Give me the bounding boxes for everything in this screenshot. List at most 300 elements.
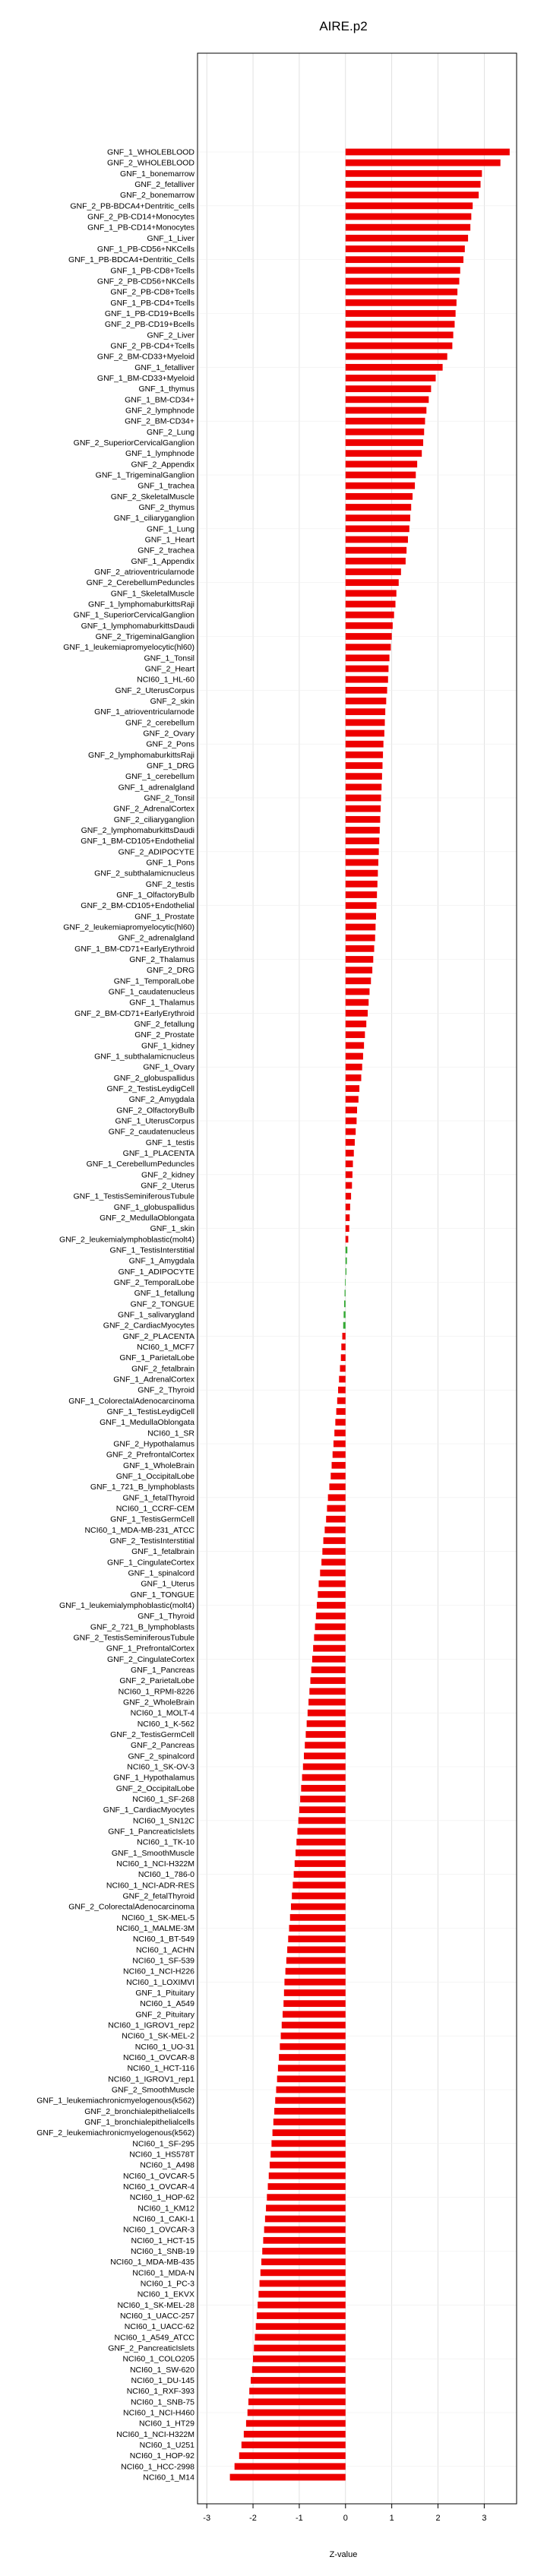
- category-label: GNF_1_SmoothMuscle: [111, 1848, 194, 1858]
- bar: [346, 278, 460, 285]
- bar: [346, 590, 397, 597]
- category-label: GNF_2_fetallung: [134, 1020, 194, 1029]
- bar: [281, 2033, 346, 2040]
- bar: [311, 1666, 346, 1673]
- category-label: GNF_2_OlfactoryBulb: [116, 1106, 194, 1116]
- bar: [346, 870, 378, 877]
- category-label: GNF_1_PB-CD8+Tcells: [110, 266, 194, 276]
- bars: [230, 149, 510, 2481]
- category-label: GNF_1_leukemiachronicmyelogenous(k562): [36, 2096, 194, 2106]
- bar: [299, 1817, 346, 1824]
- category-label: GNF_1_UterusCorpus: [115, 1116, 194, 1126]
- bar: [346, 375, 436, 381]
- bar: [248, 2410, 346, 2416]
- bar: [346, 202, 473, 209]
- category-label: NCI60_1_IGROV1_rep1: [108, 2074, 194, 2084]
- bar: [346, 1182, 353, 1189]
- category-label: GNF_1_Ovary: [143, 1062, 194, 1072]
- category-label: NCI60_1_CCRF-CEM: [115, 1504, 194, 1514]
- bar: [263, 2237, 345, 2244]
- bar: [315, 1623, 346, 1630]
- category-label: GNF_2_Pons: [146, 739, 194, 749]
- bar: [308, 1710, 346, 1717]
- bar: [322, 1548, 345, 1555]
- bar: [346, 601, 396, 608]
- category-label: NCI60_1_UO-31: [134, 2042, 194, 2052]
- category-label: GNF_2_atrioventricularnode: [94, 568, 194, 577]
- category-label: GNF_2_PLACENTA: [122, 1331, 194, 1341]
- category-label: NCI60_1_NCI-ADR-RES: [106, 1881, 194, 1891]
- x-tick-label: -1: [296, 2514, 303, 2523]
- bar: [346, 1010, 368, 1017]
- bar: [260, 2280, 346, 2287]
- bar: [312, 1656, 346, 1663]
- category-labels: [36, 148, 195, 2483]
- bar: [346, 935, 375, 941]
- bar: [346, 235, 468, 242]
- category-label: GNF_1_TemporalLobe: [113, 976, 194, 986]
- category-label: GNF_1_salivarygland: [118, 1310, 194, 1320]
- bar: [346, 805, 381, 812]
- category-label: GNF_1_PB-CD19+Bcells: [104, 309, 194, 318]
- bar: [291, 1904, 346, 1910]
- category-label: GNF_2_globuspallidus: [113, 1073, 194, 1083]
- bar: [301, 1785, 345, 1792]
- category-label: GNF_1_Thalamus: [129, 998, 194, 1008]
- bar: [346, 191, 479, 198]
- bar: [314, 1635, 345, 1641]
- category-label: GNF_1_WholeBrain: [123, 1460, 194, 1470]
- bar: [346, 1128, 356, 1135]
- bar: [258, 2291, 345, 2298]
- category-label: GNF_2_TestisGermCell: [110, 1730, 194, 1739]
- bar: [346, 558, 406, 565]
- category-label: GNF_2_leukemialymphoblastic(molt4): [59, 1235, 194, 1245]
- bar: [346, 170, 482, 177]
- bar: [258, 2302, 346, 2309]
- category-label: GNF_1_fetalThyroid: [122, 1493, 194, 1503]
- category-label: NCI60_1_SK-MEL-2: [122, 2031, 194, 2041]
- category-label: GNF_2_BM-CD105+Endothelial: [81, 901, 194, 911]
- bar: [346, 160, 501, 166]
- bar: [271, 2140, 345, 2147]
- category-label: GNF_2_TemporalLobe: [113, 1278, 194, 1287]
- category-label: NCI60_1_MCF7: [137, 1343, 194, 1352]
- bar: [346, 956, 374, 963]
- bar: [346, 977, 371, 984]
- category-label: GNF_2_Thalamus: [129, 955, 194, 964]
- category-label: NCI60_1_MDA-N: [132, 2268, 194, 2278]
- category-label: GNF_2_trachea: [138, 546, 194, 555]
- bar: [307, 1720, 346, 1727]
- category-label: GNF_2_721_B_lymphoblasts: [90, 1622, 194, 1632]
- category-label: NCI60_1_MOLT-4: [130, 1708, 194, 1718]
- category-label: GNF_2_UterusCorpus: [115, 685, 194, 695]
- category-label: NCI60_1_NCI-H322M: [116, 2429, 194, 2439]
- bar: [346, 730, 384, 737]
- category-label: GNF_1_OlfactoryBulb: [116, 891, 194, 900]
- category-label: NCI60_1_SNB-75: [130, 2397, 194, 2407]
- bar: [256, 2323, 346, 2330]
- category-label: GNF_1_fetalliver: [134, 362, 194, 372]
- bar: [346, 579, 399, 586]
- category-label: GNF_1_TestisGermCell: [110, 1514, 194, 1524]
- category-label: GNF_1_SuperiorCervicalGanglion: [73, 610, 194, 620]
- bar: [267, 2194, 345, 2201]
- bar: [296, 1850, 346, 1856]
- bar: [305, 1742, 346, 1748]
- bar: [279, 2054, 346, 2061]
- bar: [286, 1957, 346, 1964]
- category-label: NCI60_1_OVCAR-4: [123, 2182, 194, 2191]
- category-label: GNF_1_Prostate: [134, 912, 194, 922]
- category-label: GNF_2_PancreaticIslets: [108, 2343, 194, 2353]
- bar: [276, 2087, 345, 2093]
- bar: [303, 1764, 346, 1771]
- bar: [346, 891, 377, 898]
- bar: [337, 1397, 346, 1404]
- bar: [283, 2011, 346, 2017]
- category-label: NCI60_1_A498: [140, 2160, 194, 2170]
- category-label: GNF_1_721_B_lymphoblasts: [90, 1483, 194, 1492]
- bar: [346, 708, 385, 715]
- category-label: NCI60_1_A549_ATCC: [114, 2333, 194, 2343]
- x-tick-label: -2: [249, 2514, 257, 2523]
- category-label: NCI60_1_OVCAR-8: [123, 2053, 194, 2062]
- bar: [346, 913, 376, 919]
- category-label: GNF_1_fetalbrain: [131, 1547, 194, 1557]
- category-label: NCI60_1_K-562: [137, 1719, 194, 1729]
- bar: [327, 1505, 345, 1512]
- category-label: GNF_1_spinalcord: [128, 1568, 194, 1578]
- bar: [288, 1935, 345, 1942]
- category-label: GNF_2_ADIPOCYTE: [118, 847, 194, 857]
- bar: [346, 1225, 349, 1232]
- bar: [346, 181, 481, 188]
- bar: [340, 1365, 345, 1372]
- bar: [246, 2420, 346, 2427]
- bar: [235, 2463, 346, 2470]
- bar: [242, 2442, 346, 2448]
- bar: [305, 1731, 345, 1738]
- category-label: GNF_1_Pituitary: [135, 1989, 194, 1998]
- category-label: NCI60_1_CAKI-1: [132, 2214, 194, 2224]
- category-label: GNF_1_globuspallidus: [113, 1202, 194, 1212]
- category-label: GNF_1_ciliaryganglion: [113, 514, 194, 524]
- bar: [346, 299, 457, 306]
- bar: [265, 2216, 346, 2223]
- bar: [334, 1441, 346, 1448]
- bar: [302, 1774, 346, 1781]
- category-label: NCI60_1_UACC-62: [124, 2322, 194, 2332]
- category-label: GNF_1_Lung: [146, 524, 194, 534]
- category-label: NCI60_1_NCI-H226: [123, 1967, 194, 1976]
- category-label: GNF_2_SmoothMuscle: [111, 2085, 194, 2095]
- bar: [287, 1946, 346, 1953]
- bar: [346, 245, 465, 252]
- category-label: GNF_2_caudatenucleus: [108, 1127, 194, 1137]
- category-label: GNF_2_cerebellum: [125, 718, 194, 728]
- category-label: GNF_1_Uterus: [141, 1579, 194, 1589]
- bar: [346, 1085, 359, 1092]
- bar: [346, 837, 379, 844]
- category-label: NCI60_1_LOXIMVI: [126, 1977, 194, 1987]
- category-label: GNF_2_DRG: [146, 966, 194, 976]
- category-label: NCI60_1_786-0: [138, 1870, 194, 1880]
- category-label: GNF_2_SkeletalMuscle: [110, 492, 194, 502]
- bar: [346, 698, 387, 704]
- bar: [270, 2162, 346, 2169]
- category-label: GNF_2_ColorectalAdenocarcinoma: [68, 1902, 194, 1912]
- category-label: NCI60_1_HS578T: [129, 2150, 194, 2160]
- category-label: NCI60_1_IGROV1_rep2: [108, 2021, 194, 2030]
- category-label: GNF_1_kidney: [141, 1041, 194, 1051]
- bar: [339, 1376, 346, 1383]
- category-label: GNF_1_OccipitalLobe: [115, 1472, 194, 1481]
- category-label: GNF_2_Liver: [147, 331, 194, 340]
- bar: [280, 2043, 345, 2050]
- category-label: NCI60_1_ACHN: [135, 1945, 194, 1955]
- bar: [346, 396, 429, 403]
- bar: [344, 1300, 346, 1307]
- bar: [326, 1516, 346, 1523]
- category-label: GNF_1_trachea: [138, 481, 194, 491]
- category-label: NCI60_1_SF-539: [132, 1956, 194, 1966]
- x-tick-label: 2: [435, 2514, 441, 2523]
- bar: [274, 2119, 346, 2125]
- bar: [320, 1570, 345, 1577]
- category-label: GNF_2_PB-CD14+Monocytes: [87, 212, 194, 222]
- x-axis-ticks: [203, 2504, 486, 2523]
- bar: [346, 622, 393, 629]
- category-label: GNF_1_Appendix: [131, 556, 194, 566]
- bar: [346, 450, 422, 457]
- bar: [346, 827, 380, 834]
- category-label: GNF_1_thymus: [138, 385, 194, 394]
- category-label: NCI60_1_HOP-92: [129, 2451, 194, 2461]
- category-label: GNF_2_TrigeminalGanglion: [95, 632, 194, 641]
- bar: [346, 967, 372, 973]
- bar: [251, 2377, 346, 2384]
- category-label: GNF_2_fetalbrain: [131, 1364, 194, 1374]
- category-label: GNF_1_Pons: [146, 858, 194, 868]
- bar: [239, 2452, 346, 2459]
- bar: [284, 1989, 346, 1996]
- category-label: GNF_1_TONGUE: [130, 1590, 194, 1600]
- bar: [345, 1279, 346, 1286]
- bar: [230, 2474, 346, 2481]
- bar: [346, 1204, 350, 1210]
- bar: [346, 989, 370, 995]
- bar: [300, 1796, 346, 1802]
- bar: [346, 1021, 366, 1027]
- bar: [273, 2129, 346, 2136]
- bar: [290, 1914, 346, 1921]
- category-label: NCI60_1_MALME-3M: [116, 1924, 194, 1933]
- category-label: GNF_2_CerebellumPeduncles: [86, 578, 194, 588]
- bar: [295, 1860, 346, 1867]
- category-label: NCI60_1_DU-145: [131, 2376, 194, 2385]
- bar: [318, 1581, 345, 1587]
- category-label: GNF_2_Lung: [146, 427, 194, 437]
- category-label: GNF_1_leukemiapromyelocytic(hl60): [63, 643, 194, 653]
- bar: [346, 1150, 354, 1157]
- bar: [346, 256, 463, 263]
- category-label: GNF_1_lymphomaburkittsRaji: [87, 600, 194, 609]
- bar: [346, 1106, 357, 1113]
- category-label: GNF_1_BM-CD71+EarlyErythroid: [74, 944, 194, 954]
- bar: [346, 859, 378, 866]
- bar: [346, 331, 454, 338]
- category-label: GNF_1_subthalamicnucleus: [94, 1052, 194, 1062]
- category-label: GNF_2_Prostate: [134, 1030, 194, 1040]
- bar: [269, 2173, 346, 2179]
- category-label: GNF_2_PB-CD8+Tcells: [110, 287, 194, 297]
- category-label: GNF_1_PB-CD14+Monocytes: [87, 223, 194, 233]
- category-label: GNF_1_WHOLEBLOOD: [107, 147, 194, 157]
- bar: [346, 902, 377, 909]
- category-label: GNF_1_bonemarrow: [119, 169, 194, 179]
- bar: [316, 1612, 346, 1619]
- bar: [311, 1677, 346, 1684]
- bar: [346, 1193, 351, 1200]
- bar: [346, 1096, 359, 1103]
- category-label: GNF_1_Liver: [147, 233, 194, 243]
- category-label: NCI60_1_SK-MEL-5: [122, 1913, 194, 1923]
- category-label: GNF_2_CardiacMyocytes: [103, 1321, 194, 1331]
- bar: [346, 407, 427, 414]
- bar: [338, 1387, 346, 1394]
- bar: [278, 2065, 346, 2071]
- bar: [346, 385, 432, 392]
- bar: [284, 1979, 345, 1986]
- bar: [346, 418, 425, 425]
- bar: [346, 654, 390, 661]
- category-label: GNF_2_WholeBrain: [123, 1698, 194, 1707]
- bar: [343, 1322, 346, 1329]
- bar: [346, 752, 383, 758]
- category-label: GNF_2_subthalamicnucleus: [94, 869, 194, 878]
- category-label: GNF_2_Pituitary: [135, 2010, 194, 2020]
- category-label: GNF_2_SuperiorCervicalGanglion: [73, 438, 194, 448]
- category-label: GNF_2_lymphomaburkittsDaudi: [81, 826, 194, 835]
- category-label: GNF_2_leukemiachronicmyelogenous(k562): [36, 2128, 194, 2138]
- bar: [252, 2366, 346, 2373]
- bar: [296, 1839, 346, 1846]
- category-label: NCI60_1_HOP-62: [129, 2193, 194, 2203]
- bar: [330, 1473, 345, 1479]
- bar: [292, 1881, 345, 1888]
- category-label: GNF_1_MedullaOblongata: [100, 1418, 194, 1428]
- bar: [346, 289, 457, 296]
- x-tick-label: 0: [343, 2514, 348, 2523]
- category-label: GNF_2_Amygdala: [128, 1095, 194, 1105]
- category-label: GNF_2_lymphnode: [125, 406, 194, 416]
- bar: [333, 1451, 346, 1458]
- bar: [346, 762, 383, 769]
- bar: [321, 1559, 346, 1565]
- bar: [275, 2097, 346, 2104]
- category-label: GNF_2_PB-CD19+Bcells: [104, 320, 194, 330]
- bar: [283, 2000, 346, 2007]
- bar: [328, 1494, 346, 1501]
- bar: [308, 1699, 346, 1706]
- category-label: NCI60_1_BT-549: [132, 1935, 194, 1945]
- bar: [346, 483, 415, 489]
- bar: [343, 1333, 346, 1340]
- bar: [299, 1806, 346, 1813]
- category-label: GNF_1_Pancreas: [130, 1666, 194, 1675]
- category-label: GNF_2_TestisInterstitial: [109, 1536, 194, 1546]
- bar: [346, 343, 453, 350]
- bar: [332, 1462, 346, 1469]
- category-label: GNF_1_skin: [150, 1224, 194, 1234]
- category-label: GNF_2_testis: [145, 879, 194, 889]
- category-label: GNF_2_PB-BDCA4+Dentritic_cells: [70, 201, 194, 211]
- bar: [324, 1527, 345, 1533]
- bar: [346, 881, 378, 888]
- bar: [266, 2204, 346, 2211]
- category-label: GNF_2_OccipitalLobe: [115, 1783, 194, 1793]
- category-label: GNF_1_caudatenucleus: [108, 987, 194, 997]
- category-label: GNF_1_Tonsil: [144, 653, 194, 663]
- category-label: NCI60_1_RPMI-8226: [118, 1687, 194, 1697]
- category-label: NCI60_1_SK-MEL-28: [117, 2300, 194, 2310]
- bar: [292, 1893, 346, 1900]
- bar: [346, 149, 510, 156]
- category-label: NCI60_1_M14: [143, 2473, 194, 2483]
- category-label: GNF_1_atrioventricularnode: [94, 707, 194, 717]
- category-label: GNF_1_PB-BDCA4+Dentritic_Cells: [68, 255, 194, 265]
- category-label: NCI60_1_A549: [140, 1999, 194, 2009]
- category-label: GNF_1_SkeletalMuscle: [110, 589, 194, 599]
- bar: [346, 1031, 365, 1038]
- category-label: NCI60_1_SF-268: [132, 1795, 194, 1804]
- category-label: GNF_1_lymphnode: [125, 449, 194, 459]
- category-label: NCI60_1_HL-60: [137, 675, 194, 685]
- bar: [294, 1871, 346, 1878]
- category-label: NCI60_1_OVCAR-3: [123, 2225, 194, 2235]
- category-label: GNF_2_TestisSeminiferousTubule: [73, 1633, 194, 1643]
- bar: [317, 1602, 346, 1609]
- category-label: GNF_2_Hypothalamus: [113, 1439, 194, 1449]
- bar: [346, 310, 456, 317]
- category-label: GNF_1_PancreaticIslets: [108, 1827, 194, 1837]
- bar: [270, 2151, 346, 2158]
- bar: [346, 999, 368, 1006]
- category-label: NCI60_1_RXF-393: [126, 2387, 194, 2397]
- category-label: GNF_1_BM-CD105+Endothelial: [81, 837, 194, 847]
- bar: [346, 1042, 364, 1049]
- bar: [341, 1343, 345, 1350]
- category-label: GNF_1_PLACENTA: [122, 1149, 194, 1158]
- bar: [274, 2108, 346, 2115]
- bar: [346, 568, 401, 575]
- bar: [324, 1537, 346, 1544]
- bar: [346, 364, 443, 371]
- category-label: NCI60_1_U251: [139, 2441, 194, 2450]
- bar: [346, 687, 387, 694]
- bar: [309, 1688, 345, 1695]
- category-label: GNF_2_adrenalgland: [118, 933, 194, 943]
- category-label: GNF_2_Pancreas: [130, 1741, 194, 1751]
- category-label: NCI60_1_EKVX: [137, 2290, 194, 2299]
- x-tick-label: -3: [203, 2514, 211, 2523]
- category-label: NCI60_1_HCT-116: [127, 2064, 194, 2074]
- category-label: GNF_2_Thyroid: [138, 1385, 194, 1395]
- bar: [346, 267, 460, 274]
- chart-title: AIRE.p2: [319, 19, 368, 33]
